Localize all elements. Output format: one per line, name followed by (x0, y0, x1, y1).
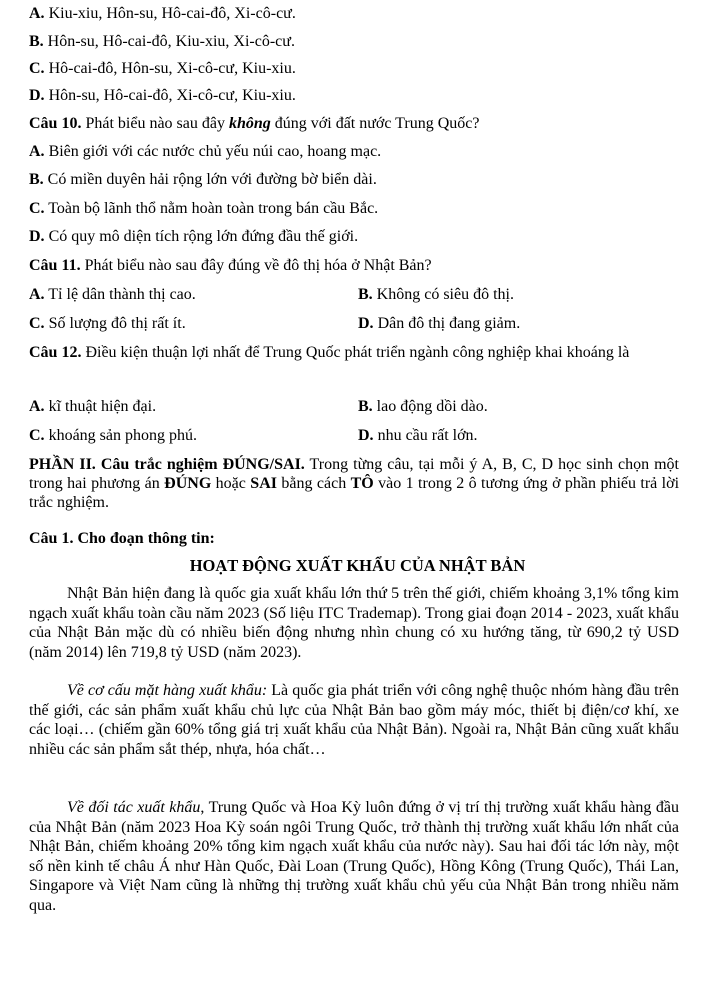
q12-option-d: D. nhu cầu rất lớn. (358, 427, 478, 444)
q10-option-d: D. Có quy mô diện tích rộng lớn đứng đầu thế giới. (29, 228, 359, 245)
q11-option-b: B. Không có siêu đô thị. (358, 286, 514, 303)
prev-option-d: D. Hôn-su, Hô-cai-đô, Xi-cô-cư, Kiu-xiu. (29, 87, 296, 104)
q11-option-d: D. Dân đô thị đang giảm. (358, 315, 521, 332)
passage-paragraph-2: Về cơ cấu mặt hàng xuất khẩu: Là quốc gia phát triển với công nghệ thuộc nhóm hàng đầu trên thế giới, các sản phẩm xuất khẩu chủ lực của Nhật Bản bao gồm máy móc, thiết bị điện/cơ khí, xe các loại… (chiếm gần 60% tổng giá trị xuất khẩu của Nhật Bản). Ngoài ra, Nhật Bản cũng xuất khẩu nhiều các sản phẩm sắt thép, nhựa, hóa chất… (29, 682, 679, 758)
q10-option-c: C. Toàn bộ lãnh thổ nằm hoàn toàn trong bán cầu Bắc. (29, 200, 379, 217)
passage-paragraph-3: Về đối tác xuất khẩu, Trung Quốc và Hoa Kỳ luôn đứng ở vị trí thị trường xuất khẩu hàng đầu của Nhật Bản (năm 2023 Hoa Kỳ soán ngôi Trung Quốc, trở thành thị trường xuất khẩu lớn nhất của Nhật Bản, chiếm khoảng 20% tổng kim ngạch xuất khẩu của nước này). Sau hai đối tác lớn này, một số nền kinh tế châu Á như Hàn Quốc, Đài Loan (Trung Quốc), Hồng Kông (Trung Quốc), Thái Lan, Singapore và Việt Nam cũng là những thị trường xuất khẩu chủ yếu của Nhật Bản trong nhiều năm qua. (29, 799, 679, 914)
question-11: Câu 11. Phát biểu nào sau đây đúng về đô thị hóa ở Nhật Bản? (29, 257, 432, 274)
question-10: Câu 10. Phát biểu nào sau đây không đúng với đất nước Trung Quốc? (29, 115, 480, 132)
part-2-instructions: PHẦN II. Câu trắc nghiệm ĐÚNG/SAI. Trong từng câu, tại mỗi ý A, B, C, D học sinh chọn một trong hai phương án ĐÚNG hoặc SAI bằng cách TÔ vào 1 trong 2 ô tương ứng ở phần phiếu trả lời trắc nghiệm. (29, 456, 680, 511)
passage-heading: HOẠT ĐỘNG XUẤT KHẨU CỦA NHẬT BẢN (189, 556, 526, 575)
q12-option-b: B. lao động dồi dào. (358, 398, 488, 415)
q12-option-c: C. khoáng sản phong phú. (29, 427, 197, 444)
question-12: Câu 12. Điều kiện thuận lợi nhất để Trung Quốc phát triển ngành công nghiệp khai khoáng là (29, 344, 630, 361)
q12-option-a: A. kĩ thuật hiện đại. (29, 398, 157, 415)
q11-option-a: A. Tỉ lệ dân thành thị cao. (29, 286, 196, 303)
prev-option-a: A. Kiu-xiu, Hôn-su, Hô-cai-đô, Xi-cô-cư. (29, 5, 296, 22)
question-1-label: Câu 1. Cho đoạn thông tin: (29, 530, 215, 547)
prev-option-b: B. Hôn-su, Hô-cai-đô, Kiu-xiu, Xi-cô-cư. (29, 33, 295, 50)
prev-option-c: C. Hô-cai-đô, Hôn-su, Xi-cô-cư, Kiu-xiu. (29, 60, 296, 77)
q11-option-c: C. Số lượng đô thị rất ít. (29, 315, 186, 332)
q10-option-b: B. Có miền duyên hải rộng lớn với đường bờ biển dài. (29, 171, 377, 188)
q10-option-a: A. Biên giới với các nước chủ yếu núi cao, hoang mạc. (29, 143, 382, 160)
passage-paragraph-1: Nhật Bản hiện đang là quốc gia xuất khẩu lớn thứ 5 trên thế giới, chiếm khoảng 3,1% tổng kim ngạch xuất khẩu toàn cầu năm 2023 (Số liệu ITC Trademap). Trong giai đoạn 2014 - 2023, xuất khẩu của Nhật Bản mặc dù có nhiều biến động nhưng nhìn chung có xu hướng tăng, từ 690,2 tỷ USD (năm 2014) lên 719,8 tỷ USD (năm 2023). (29, 585, 679, 661)
